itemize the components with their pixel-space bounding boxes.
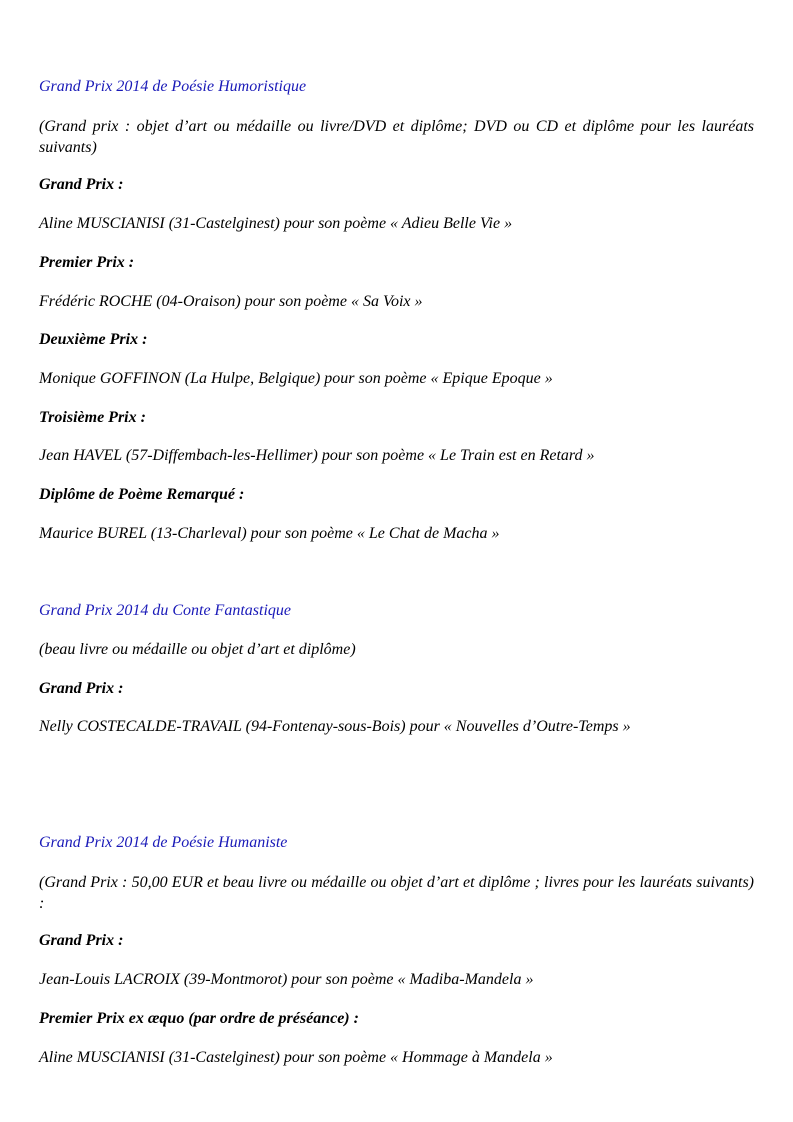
section-title-humoristique: Grand Prix 2014 de Poésie Humoristique [39,78,307,95]
section-description-conte-fantastique: (beau livre ou médaille ou objet d’art et diplôme) [39,641,356,658]
section-description-humaniste: (Grand Prix : 50,00 EUR et beau livre ou médaille ou objet d’art et diplôme ; livres pour les lauréats suivants) : [39,874,754,912]
award-label: Premier Prix : [39,254,135,271]
award-winner: Monique GOFFINON (La Hulpe, Belgique) pour son poème « Epique Epoque » [39,370,553,387]
section-title-humaniste: Grand Prix 2014 de Poésie Humaniste [39,834,288,851]
award-label: Diplôme de Poème Remarqué : [39,486,245,503]
award-winner: Aline MUSCIANISI (31-Castelginest) pour son poème « Adieu Belle Vie » [39,215,513,232]
award-label: Premier Prix ex æquo (par ordre de préséance) : [39,1010,359,1027]
award-winner: Frédéric ROCHE (04-Oraison) pour son poème « Sa Voix » [39,293,423,310]
award-winner: Maurice BUREL (13-Charleval) pour son poème « Le Chat de Macha » [39,525,500,542]
award-label: Deuxième Prix : [39,331,148,348]
award-winner: Nelly COSTECALDE-TRAVAIL (94-Fontenay-sous-Bois) pour « Nouvelles d’Outre-Temps » [39,718,631,735]
award-label: Grand Prix : [39,176,124,193]
award-winner: Jean-Louis LACROIX (39-Montmorot) pour son poème « Madiba-Mandela » [39,971,534,988]
award-label: Troisième Prix : [39,409,146,426]
award-winner: Jean HAVEL (57-Diffembach-les-Hellimer) pour son poème « Le Train est en Retard » [39,447,595,464]
award-label: Grand Prix : [39,932,124,949]
section-description-humoristique: (Grand prix : objet d’art ou médaille ou livre/DVD et diplôme; DVD ou CD et diplôme pour les lauréats suivants) [39,118,754,156]
award-label: Grand Prix : [39,680,124,697]
award-winner: Aline MUSCIANISI (31-Castelginest) pour son poème « Hommage à Mandela » [39,1049,553,1066]
section-title-conte-fantastique: Grand Prix 2014 du Conte Fantastique [39,602,291,619]
